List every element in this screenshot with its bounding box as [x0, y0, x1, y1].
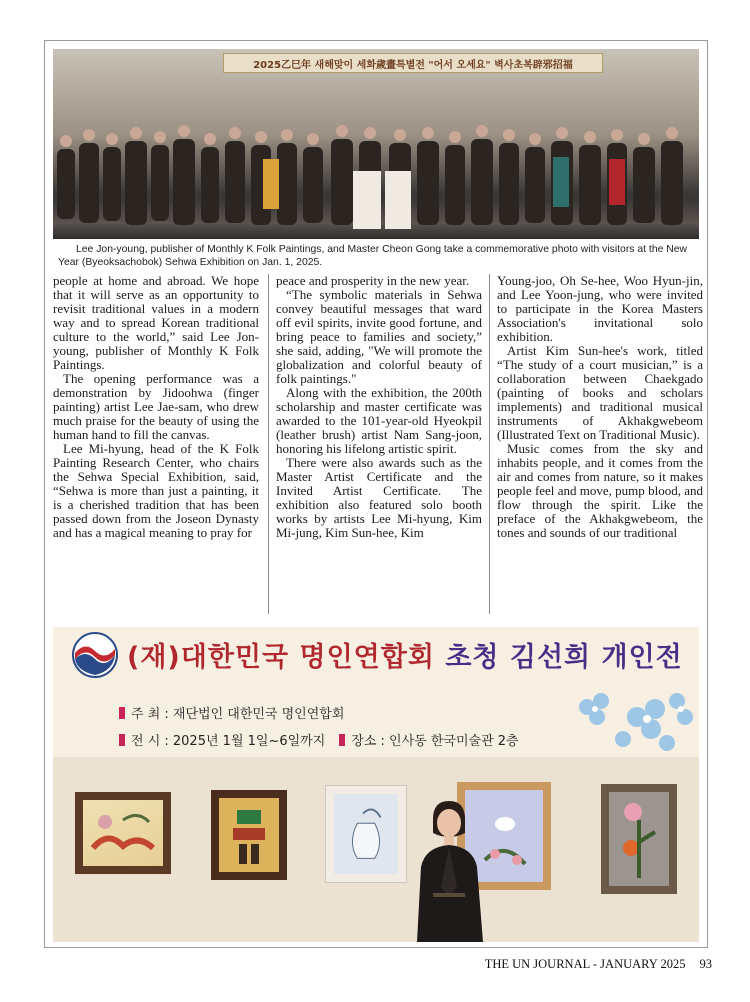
article-column-3: [497, 274, 703, 540]
article-column-2: [276, 274, 482, 540]
artwork-frame: [325, 785, 407, 883]
exhibition-photo: [53, 627, 699, 942]
crowd-figures: [53, 119, 699, 239]
paragraph: Along with the exhibition, the 200th scholarship and master certificate was awarded to the 101-year-old Hyeokpil (leather brush) artist Nam Sang-joon, honoring his lifelong artistic spirit.: [276, 385, 482, 456]
association-logo-icon: [69, 631, 121, 679]
artwork-frame: [601, 784, 677, 894]
page-number: 93: [699, 957, 712, 971]
host-line: [119, 703, 344, 722]
bullet-icon: [119, 707, 125, 719]
flower-painting-icon: [83, 800, 163, 866]
article-column-1: [53, 274, 259, 540]
column-divider: [268, 274, 269, 614]
paragraph: people at home and abroad. We hope that it will serve as an opportunity to revisit traditional values in a modern way and to spread Korean traditional culture to the world,” said Lee Jon-young, publisher of Monthly K Folk Paintings.: [53, 273, 259, 372]
artwork-frame: [211, 790, 287, 880]
paragraph: Music comes from the sky and inhabits people, and it comes from the air and comes from nature, so it makes people feel and move, pump blood, and flow through the spirit. Like the preface of the Akhakgwebeom, the tones and sounds of our traditional: [497, 441, 703, 540]
artist-portrait: [403, 797, 495, 942]
peony-painting-icon: [609, 792, 669, 886]
paragraph: peace and prosperity in the new year.: [276, 273, 470, 288]
group-photo: [53, 49, 699, 239]
flower-decoration-icon: [567, 687, 697, 757]
host-text: 주 최 : 재단법인 대한민국 명인연합회: [131, 707, 345, 722]
photo-caption: Lee Jon-young, publisher of Monthly K Folk Paintings, and Master Cheon Gong take a commemorative photo with visitors at the New Year (Byeoksachobok) Sehwa Exhibition on Jan. 1, 2025.: [58, 244, 688, 268]
bullet-icon: [339, 734, 345, 746]
paragraph: There were also awards such as the Master Artist Certificate and the Invited Artist Certificate. The exhibition also featured solo booth works by artists Lee Mi-hyung, Kim Mi-jung, Kim Sun-hee, Kim: [276, 455, 482, 540]
paragraph: The opening performance was a demonstration by Jidoohwa (finger painting) artist Lee Jae-sam, who drew much praise for the beauty of using the human hand to fill the canvas.: [53, 371, 259, 442]
paragraph: Young-joo, Oh Se-hee, Woo Hyun-jin, and Lee Yoon-jung, who were invited to participate in the Korea Masters Association's invitational solo exhibition.: [497, 273, 703, 344]
signboard-title: [127, 635, 683, 674]
page-footer: [0, 957, 712, 972]
publication-name: THE UN JOURNAL - JANUARY 2025: [484, 957, 686, 971]
chaekgado-painting-icon: [219, 798, 279, 872]
period-text: 전 시 : 2025년 1월 1일~6일까지: [131, 734, 326, 749]
exhibition-banner: 2025乙巳年 새해맞이 세화歲畫특별전 "어서 오세요" 벽사초복辟邪招福: [223, 53, 603, 73]
bullet-icon: [119, 734, 125, 746]
schedule-line: [119, 730, 519, 749]
title-exhibition: 초청 김선희 개인전: [445, 642, 683, 673]
column-divider: [489, 274, 490, 614]
vase-painting-icon: [334, 794, 398, 874]
exhibition-signboard: [53, 627, 699, 757]
title-association: (재)대한민국 명인연합회: [127, 642, 435, 673]
paragraph: Lee Mi-hyung, head of the K Folk Painting Research Center, who chairs the Sehwa Special Exhibition, said, “Sehwa is more than just a painting, it is a cherished tradition that has been passed down from the Joseon Dynasty and has a magical meaning to pray for: [53, 441, 259, 540]
venue-text: 장소 : 인사동 한국미술관 2층: [351, 734, 519, 749]
paragraph: “The symbolic materials in Sehwa convey beautiful messages that ward off evil spirits, invite good fortune, and bring peace to families and society,” she said, adding, "We will promote the globalization and colorful beauty of folk paintings.": [276, 287, 482, 386]
artwork-frame: [75, 792, 171, 874]
paragraph: Artist Kim Sun-hee's work, titled “The study of a court musician,” is a collaboration between Chaekgado (painting of books and scholars implements) and traditional musical instruments of Akhakgwebeom (Illustrated Text on Traditional Music).: [497, 343, 703, 442]
